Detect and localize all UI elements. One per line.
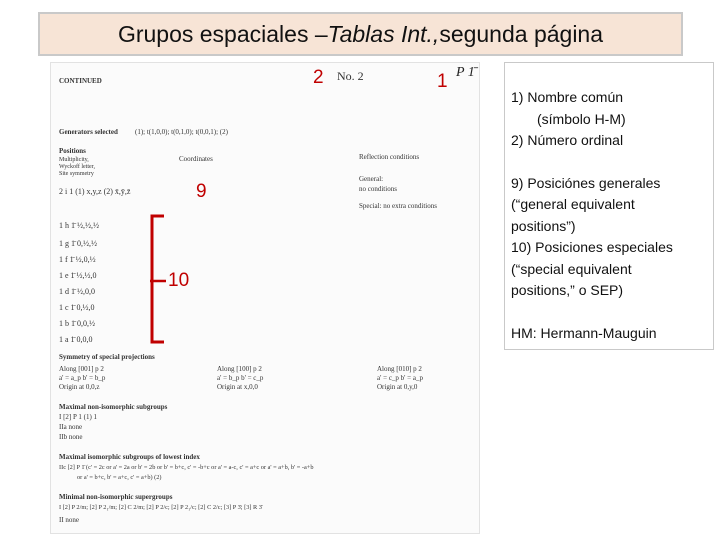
legend-item-1-detail: (símbolo H-M) bbox=[537, 110, 626, 127]
isomorphic-IIc-line1: IIc [2] P 1̄ (c' = 2c or a' = 2a or b' = 2b or b' = b+c, c' = -b+c or a' = a-c, c' = a+c or a' = a+b, b' = -a+b bbox=[59, 464, 314, 471]
special-row: 1 h 1̄ ½,½,½ bbox=[59, 221, 99, 230]
projection-001-line1: Along [001] p 2 bbox=[59, 365, 104, 373]
annotation-9: 9 bbox=[196, 181, 207, 202]
projection-010-line1: Along [010] p 2 bbox=[377, 365, 422, 373]
legend-hm-note: HM: Hermann-Mauguin bbox=[511, 324, 657, 341]
supergroup-I: I [2] P 2/m; [2] P 2₁/m; [2] C 2/m; [2] P 2/c; [2] P 2₁/c; [2] C 2/c; [3] P 3̄; [3] R 3̄ bbox=[59, 504, 262, 511]
no-conditions-label: no conditions bbox=[359, 185, 397, 193]
annotation-2: 2 bbox=[313, 67, 324, 88]
symmetry-projections-heading: Symmetry of special projections bbox=[59, 353, 155, 361]
projection-100-line3: Origin at x,0,0 bbox=[217, 383, 258, 391]
general-position-row: 2 i 1 (1) x,y,z (2) x̄,ȳ,z̄ bbox=[59, 187, 131, 196]
reflection-conditions-heading: Reflection conditions bbox=[359, 153, 420, 161]
positions-heading: Positions bbox=[59, 147, 86, 155]
group-number: No. 2 bbox=[337, 69, 364, 83]
projection-010-line3: Origin at 0,y,0 bbox=[377, 383, 418, 391]
special-row: 1 b 1̄ 0,0,½ bbox=[59, 319, 95, 328]
special-row: 1 g 1̄ 0,½,½ bbox=[59, 239, 97, 248]
special-row: 1 f 1̄ ½,0,½ bbox=[59, 255, 96, 264]
subgroup-IIa: IIa none bbox=[59, 423, 83, 431]
legend-item-1: 1) Nombre común bbox=[511, 89, 624, 105]
multiplicity-label: Multiplicity, bbox=[59, 157, 89, 163]
legend-item-10: 10) Posiciones especiales bbox=[511, 239, 673, 255]
group-symbol: P 1̄ bbox=[456, 65, 475, 80]
supergroup-II: II none bbox=[59, 516, 80, 524]
max-isomorphic-heading: Maximal isomorphic subgroups of lowest index bbox=[59, 453, 200, 461]
projection-100-line1: Along [100] p 2 bbox=[217, 365, 262, 373]
subgroup-I: I [2] P 1 (1) 1 bbox=[59, 413, 98, 421]
title-suffix: segunda página bbox=[439, 20, 604, 47]
general-label: General: bbox=[359, 175, 384, 183]
annotation-10: 10 bbox=[168, 270, 190, 291]
max-non-isomorphic-heading: Maximal non-isomorphic subgroups bbox=[59, 403, 168, 411]
wyckoff-label: Wyckoff letter, bbox=[59, 164, 95, 170]
legend-item-2: 2) Número ordinal bbox=[511, 132, 624, 148]
annotation-1: 1 bbox=[437, 71, 448, 92]
continued-label: CONTINUED bbox=[59, 77, 102, 85]
title-prefix: Grupos espaciales – bbox=[117, 20, 328, 47]
legend-item-10-detail: (“special equivalent bbox=[511, 260, 632, 277]
legend-item-9-detail2: positions”) bbox=[511, 217, 576, 234]
legend-item-10-detail2: positions,” o SEP) bbox=[511, 282, 624, 298]
legend-item-9-detail: (“general equivalent bbox=[511, 196, 635, 212]
title-italic: Tablas Int., bbox=[327, 20, 440, 47]
coordinates-heading: Coordinates bbox=[179, 155, 213, 163]
min-non-isomorphic-heading: Minimal non-isomorphic supergroups bbox=[59, 493, 173, 501]
generators-value: (1); t(1,0,0); t(0,1,0); t(0,0,1); (2) bbox=[135, 128, 228, 136]
legend-box bbox=[504, 62, 714, 350]
slide-title bbox=[38, 12, 683, 56]
site-symmetry-label: Site symmetry bbox=[59, 171, 94, 177]
subgroup-IIb: IIb none bbox=[59, 433, 83, 441]
projection-001-line2: a' = a_p b' = b_p bbox=[59, 374, 106, 382]
isomorphic-IIc-line2: or a' = b+c, b' = a+c, c' = a+b) (2) bbox=[77, 474, 162, 481]
special-conditions-label: Special: no extra conditions bbox=[359, 202, 437, 210]
special-row: 1 a 1̄ 0,0,0 bbox=[59, 335, 93, 344]
legend-item-9: 9) Posiciónes generales bbox=[511, 174, 661, 191]
projection-100-line2: a' = b_p b' = c_p bbox=[217, 374, 264, 382]
generators-label: Generators selected bbox=[59, 128, 118, 136]
scanned-table-page bbox=[50, 62, 480, 534]
special-row: 1 e 1̄ ½,½,0 bbox=[59, 271, 97, 280]
projection-010-line2: a' = c_p b' = a_p bbox=[377, 374, 423, 382]
special-row: 1 d 1̄ ½,0,0 bbox=[59, 287, 95, 296]
projection-001-line3: Origin at 0,0,z bbox=[59, 383, 100, 391]
special-row: 1 c 1̄ 0,½,0 bbox=[59, 303, 95, 312]
